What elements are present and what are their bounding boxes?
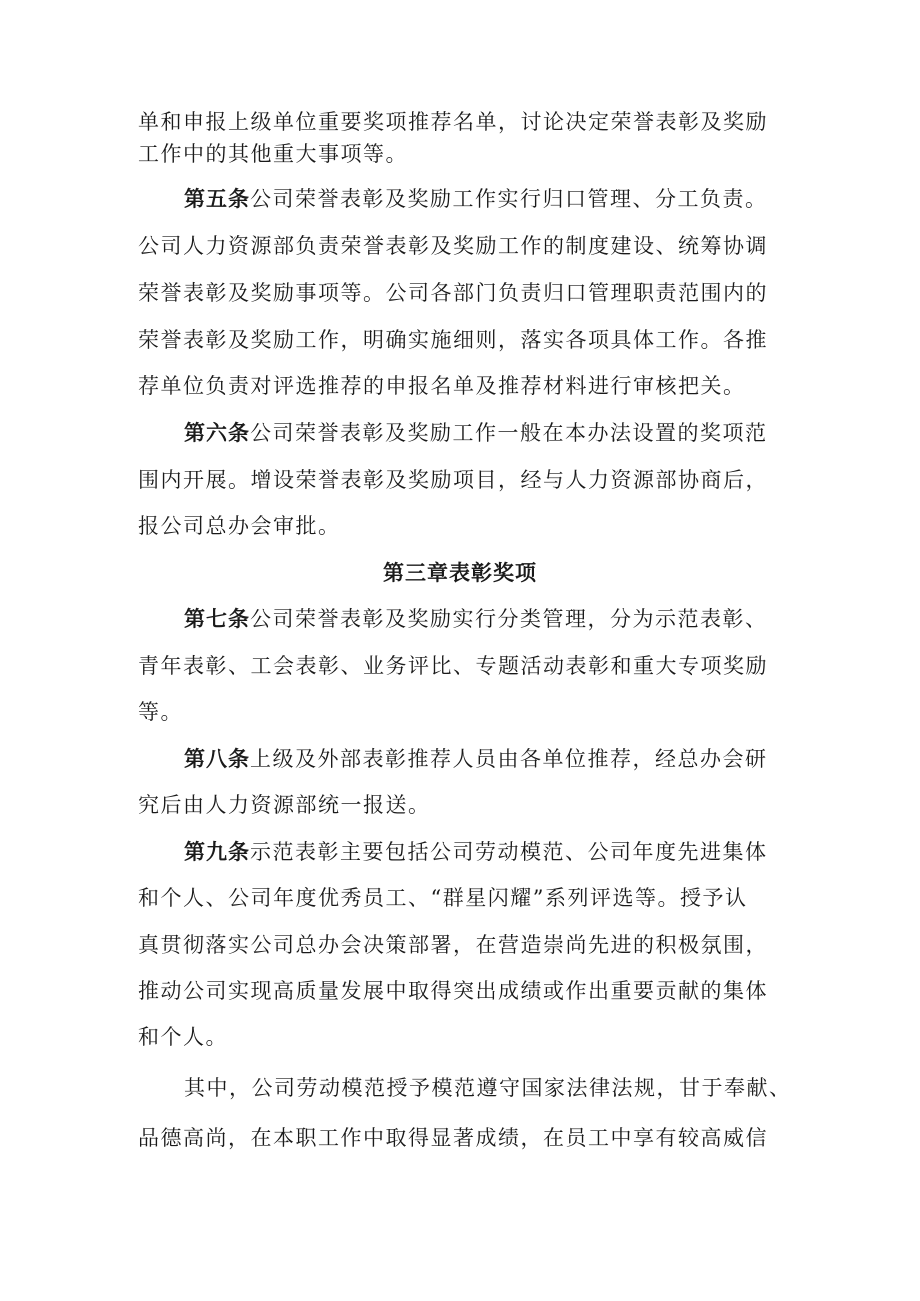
chapter-heading: 第三章表彰奖项 (383, 561, 537, 585)
article-8-line (184, 745, 768, 773)
article-6-label: 第六条 (184, 421, 250, 445)
paragraph-line: 品德高尚，在本职工作中取得显著成绩，在员工中享有较高威信 (138, 1126, 768, 1150)
paragraph-line: 工作中的其他重大事项等。 (138, 142, 408, 166)
article-5-label: 第五条 (184, 187, 250, 211)
article-5-text: 公司荣誉表彰及奖励工作实行归口管理、分工负责。 (250, 187, 768, 211)
article-6-line (184, 419, 768, 447)
article-8-label: 第八条 (184, 747, 250, 771)
paragraph-line: 荣誉表彰及奖励事项等。公司各部门负责归口管理职责范围内的 (138, 281, 768, 305)
paragraph-line: 和个人。 (138, 1025, 228, 1049)
paragraph-line: 荣誉表彰及奖励工作，明确实施细则，落实各项具体工作。各推 (138, 328, 768, 352)
paragraph-line: 荐单位负责对评选推荐的申报名单及推荐材料进行审核把关。 (138, 374, 746, 398)
article-7-text: 公司荣誉表彰及奖励实行分类管理，分为示范表彰、 (250, 607, 768, 631)
paragraph-line: 推动公司实现高质量发展中取得突出成绩或作出重要贡献的集体 (138, 979, 768, 1003)
paragraph-line: 公司人力资源部负责荣誉表彰及奖励工作的制度建设、统筹协调 (138, 234, 768, 258)
paragraph-line: 真贯彻落实公司总办会决策部署，在营造崇尚先进的积极氛围， (138, 933, 768, 957)
paragraph-line: 究后由人力资源部统一报送。 (138, 793, 431, 817)
paragraph-line: 和个人、公司年度优秀员工、“群星闪耀”系列评选等。授予认 (138, 886, 748, 910)
article-5-line (184, 185, 768, 213)
article-6-text: 公司荣誉表彰及奖励工作一般在本办法设置的奖项范 (250, 421, 768, 445)
article-9-text: 示范表彰主要包括公司劳动模范、公司年度先进集体 (250, 840, 768, 864)
paragraph-line: 单和申报上级单位重要奖项推荐名单，讨论决定荣誉表彰及奖励 (138, 110, 768, 134)
article-9-label: 第九条 (184, 840, 250, 864)
paragraph-line: 围内开展。增设荣誉表彰及奖励项目，经与人力资源部协商后， (138, 468, 768, 492)
article-7-label: 第七条 (184, 607, 250, 631)
paragraph-line: 青年表彰、工会表彰、业务评比、专题活动表彰和重大专项奖励 (138, 654, 768, 678)
paragraph-line: 其中，公司劳动模范授予模范遵守国家法律法规，甘于奉献、 (184, 1076, 792, 1100)
article-9-line (184, 838, 768, 866)
paragraph-line: 等。 (138, 700, 183, 724)
article-7-line (184, 605, 768, 633)
article-8-text: 上级及外部表彰推荐人员由各单位推荐，经总办会研 (250, 747, 768, 771)
paragraph-line: 报公司总办会审批。 (138, 514, 341, 538)
